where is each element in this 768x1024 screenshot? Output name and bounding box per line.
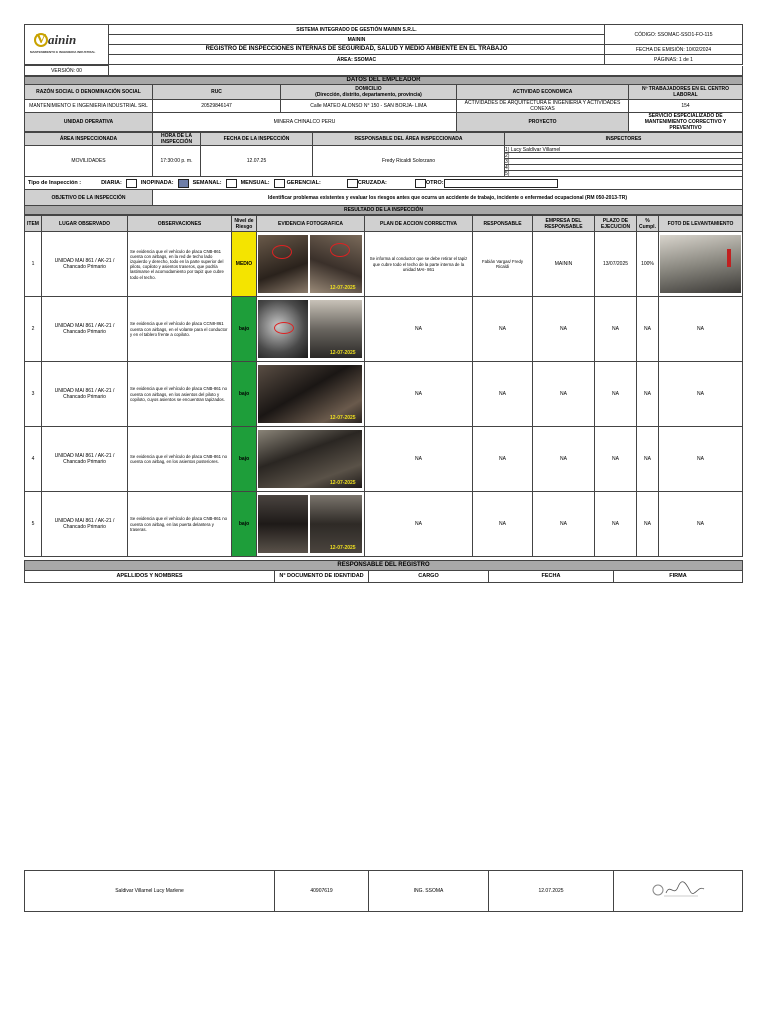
row-item-number: 4	[25, 427, 42, 492]
signature-table	[24, 870, 743, 912]
semanal-checkbox[interactable]	[226, 179, 237, 188]
risk-badge: bajo	[232, 297, 257, 362]
table-row	[25, 362, 743, 427]
signature-image	[614, 871, 743, 912]
gerencial-label: GERENCIAL:	[286, 180, 321, 187]
risk-badge: bajo	[232, 427, 257, 492]
row-plan: Se informa al conductor que se debe retirar el tapiz que cubre todo el techo de la parte interna de la unidad MAI- 861	[365, 232, 473, 297]
row-observacion: Se evidencia que el vehículo de placa CNB-861 no cuenta con airbag, en los asientos posteriores.	[128, 427, 232, 492]
col-cargo: CARGO	[369, 571, 489, 583]
row-empresa: NA	[533, 362, 595, 427]
responsable-area-value: Fredy Ricaldi Solorzano	[313, 146, 505, 177]
row-empresa: NA	[533, 492, 595, 557]
col-foto-lev: FOTO DE LEVANTAMIENTO	[659, 216, 743, 232]
company-name: MAININ	[109, 35, 605, 45]
semanal-label: SEMANAL:	[192, 180, 222, 187]
tipo-label: Tipo de Inspección :	[28, 180, 82, 187]
col-responsable: RESPONSABLE	[473, 216, 533, 232]
col-actividad: ACTIVIDAD ECONOMICA	[457, 85, 629, 100]
razon-value: MANTENIMIENTO E INGENIERIA INDUSTRIAL SRL	[25, 100, 153, 113]
col-lugar: LUGAR OBSERVADO	[42, 216, 128, 232]
objetivo-table	[24, 189, 743, 215]
unidad-value: MINERA CHINALCO PERU	[153, 113, 457, 132]
photo-evidence: 12-07-2025	[257, 427, 365, 492]
row-lugar: UNIDAD MAI 861 / AK-21 / Chancado Primario	[42, 362, 128, 427]
row-cumpl: NA	[637, 297, 659, 362]
row-plan: NA	[365, 297, 473, 362]
objetivo-label: OBJETIVO DE LA INSPECCIÓN	[25, 190, 153, 206]
photo-evidence: 12-07-2025	[257, 232, 365, 297]
col-ruc: RUC	[153, 85, 281, 100]
col-plan: PLAN DE ACCION CORRECTIVA	[365, 216, 473, 232]
row-foto-lev: NA	[659, 297, 743, 362]
system-title: SISTEMA INTEGRADO DE GESTIÓN MAININ S.R.L.	[109, 25, 605, 35]
col-item: ITEM	[25, 216, 42, 232]
actividad-value: ACTIVIDADES DE ARQUITECTURA E INGENIERIA Y ACTIVIDADES CONEXAS	[457, 100, 629, 113]
row-responsable: Fabián Vargas/ Fredy Ricaldi	[473, 232, 533, 297]
row-item-number: 5	[25, 492, 42, 557]
col-razon: RAZÓN SOCIAL O DENOMINACIÓN SOCIAL	[25, 85, 153, 100]
company-logo: V ainin MANTENIMIENTO E INGENIERIA INDUSTRIAL	[25, 25, 109, 65]
otro-field[interactable]	[444, 179, 558, 188]
row-plazo: NA	[595, 427, 637, 492]
inopinada-label: INOPINADA:	[140, 180, 174, 187]
row-foto-lev: NA	[659, 362, 743, 427]
otro-label: OTRO:	[425, 180, 444, 187]
row-lugar: UNIDAD MAI 861 / AK-21 / Chancado Primario	[42, 232, 128, 297]
mensual-checkbox[interactable]	[274, 179, 285, 188]
domicilio-value: Calle MATEO ALONSO N° 150 - SAN BORJA- LIMA	[281, 100, 457, 113]
table-row	[25, 232, 743, 297]
row-cumpl: NA	[637, 427, 659, 492]
proyecto-label: PROYECTO	[457, 113, 629, 132]
photo-levantamiento	[659, 232, 743, 297]
row-responsable: NA	[473, 297, 533, 362]
col-firma: FIRMA	[614, 571, 743, 583]
row-plan: NA	[365, 492, 473, 557]
col-dni: N° DOCUMENTO DE IDENTIDAD	[275, 571, 369, 583]
row-lugar: UNIDAD MAI 861 / AK-21 / Chancado Primario	[42, 427, 128, 492]
registro-fecha: 12.07.2025	[489, 871, 614, 912]
area-inspeccionada-label: ÁREA INSPECCIONADA	[25, 133, 153, 146]
row-cumpl: NA	[637, 362, 659, 427]
row-responsable: NA	[473, 492, 533, 557]
page-count: PÁGINAS: 1 de 1	[605, 55, 743, 65]
row-cumpl: 100%	[637, 232, 659, 297]
row-responsable: NA	[473, 362, 533, 427]
inopinada-checkbox[interactable]	[178, 179, 189, 188]
registro-section-title: RESPONSABLE DEL REGISTRO	[25, 561, 743, 571]
row-observacion: Se evidencia que el vehículo de placa CCN8-861 cuenta con airbags, en el volante para el conductor y en el tablero frente a copiloto.	[128, 297, 232, 362]
row-cumpl: NA	[637, 492, 659, 557]
row-responsable: NA	[473, 427, 533, 492]
objetivo-text: Identificar problemas existentes y evaluar los riesgos antes que ocurra un accidente de trabajo, incidente o enfermedad ocupacional (RM 050-2013-TR)	[153, 190, 743, 206]
col-trabajadores: Nº TRABAJADORES EN EL CENTRO LABORAL	[629, 85, 743, 100]
ruc-value: 20529846147	[153, 100, 281, 113]
employer-section-title: DATOS DEL EMPLEADOR	[25, 77, 743, 85]
area-inspeccionada-value: MOVILIDADES	[25, 146, 153, 177]
document-title: REGISTRO DE INSPECCIONES INTERNAS DE SEGURIDAD, SALUD Y MEDIO AMBIENTE EN EL TRABAJO	[109, 45, 605, 55]
row-item-number: 2	[25, 297, 42, 362]
gerencial-checkbox[interactable]	[347, 179, 358, 188]
row-empresa: NA	[533, 297, 595, 362]
row-item-number: 3	[25, 362, 42, 427]
photo-evidence: 12-07-2025	[257, 297, 365, 362]
inspectores-label: INSPECTORES	[505, 133, 743, 146]
hora-value: 17:30:00 p. m.	[153, 146, 201, 177]
document-code: CÓDIGO: SSOMAC-SSO1-FO-115	[605, 25, 743, 45]
row-observacion: Se evidencia que el vehículo de placa CNB-861 cuenta con airbags, en la red de techo lado izquierdo y derecho, todo en la parte superior del piloto, copiloto y asientos traseros, que podría lastimarse el acomodamiento por tapiz que cubre todo el techo.	[128, 232, 232, 297]
employer-table	[24, 76, 743, 132]
proyecto-value: SERVICIO ESPECIALIZADO DE MANTENIMIENTO CORRECTIVO Y PREVENTIVO	[629, 113, 743, 132]
registro-nombre: Saldivar Villarnel Lucy Marlene	[25, 871, 275, 912]
hora-label: HORA DE LA INSPECCIÓN	[153, 133, 201, 146]
table-row	[25, 297, 743, 362]
results-table	[24, 215, 743, 557]
col-fecha: FECHA	[489, 571, 614, 583]
inspection-form	[24, 24, 743, 583]
col-domicilio: DOMICILIO (Dirección, distrito, departamento, provincia)	[281, 85, 457, 100]
row-plan: NA	[365, 427, 473, 492]
row-plan: NA	[365, 362, 473, 427]
row-observacion: Se evidencia que el vehículo de placa CNB-861 no cuenta con airbags, en los asientos del piloto y copiloto, cuyos asientos se encuentran tapizados.	[128, 362, 232, 427]
cruzada-checkbox[interactable]	[415, 179, 426, 188]
row-foto-lev: NA	[659, 492, 743, 557]
inspection-type-row	[24, 177, 743, 189]
mensual-label: MENSUAL:	[240, 180, 270, 187]
row-lugar: UNIDAD MAI 861 / AK-21 / Chancado Primario	[42, 492, 128, 557]
trabajadores-value: 154	[629, 100, 743, 113]
photo-evidence: 12-07-2025	[257, 362, 365, 427]
col-nombre: APELLIDOS Y NOMBRES	[25, 571, 275, 583]
registro-table	[24, 560, 743, 583]
inspectores-list: 1) Lucy Saldívar Villarnel 2) 3) 4) 5)	[505, 146, 743, 177]
version-label: VERSIÓN: 00	[25, 66, 109, 76]
table-row	[25, 492, 743, 557]
row-empresa: NA	[533, 427, 595, 492]
row-observacion: Se evidencia que el vehículo de placa CNB-861 no cuenta con airbag, en las puerta delantera y traseras.	[128, 492, 232, 557]
row-lugar: UNIDAD MAI 861 / AK-21 / Chancado Primario	[42, 297, 128, 362]
row-plazo: NA	[595, 362, 637, 427]
row-foto-lev: NA	[659, 427, 743, 492]
area-label: ÁREA: SSOMAC	[109, 55, 605, 65]
diaria-checkbox[interactable]	[126, 179, 137, 188]
col-observaciones: OBSERVACIONES	[128, 216, 232, 232]
col-empresa: EMPRESA DEL RESPONSABLE	[533, 216, 595, 232]
cruzada-label: CRUZADA:	[357, 180, 387, 187]
row-item-number: 1	[25, 232, 42, 297]
header-table	[24, 24, 743, 65]
unidad-label: UNIDAD OPERATIVA	[25, 113, 153, 132]
col-cumpl: % Cumpl.	[637, 216, 659, 232]
row-plazo: 13/07/2025	[595, 232, 637, 297]
row-empresa: MAININ	[533, 232, 595, 297]
fecha-value: 12.07.25	[201, 146, 313, 177]
table-row	[25, 427, 743, 492]
fecha-label: FECHA DE LA INSPECCIÓN	[201, 133, 313, 146]
risk-badge: bajo	[232, 492, 257, 557]
risk-badge: MEDIO	[232, 232, 257, 297]
responsable-area-label: RESPONSABLE DEL ÁREA INSPECCIONADA	[313, 133, 505, 146]
registro-dni: 40907619	[275, 871, 369, 912]
risk-badge: bajo	[232, 362, 257, 427]
row-plazo: NA	[595, 297, 637, 362]
diaria-label: DIARIA:	[101, 180, 122, 187]
col-plazo: PLAZO DE EJECUCION	[595, 216, 637, 232]
col-evidencia: EVIDENCIA FOTOGRAFICA	[257, 216, 365, 232]
results-section-title: RESULTADO DE LA INSPECCIÓN	[25, 206, 743, 215]
registro-cargo: ING. SSOMA	[369, 871, 489, 912]
photo-evidence: 12-07-2025	[257, 492, 365, 557]
row-plazo: NA	[595, 492, 637, 557]
col-riesgo: Nivel de Riesgo	[232, 216, 257, 232]
inspection-table	[24, 132, 743, 177]
issue-date: FECHA DE EMISIÓN: 10/02/2024	[605, 45, 743, 55]
